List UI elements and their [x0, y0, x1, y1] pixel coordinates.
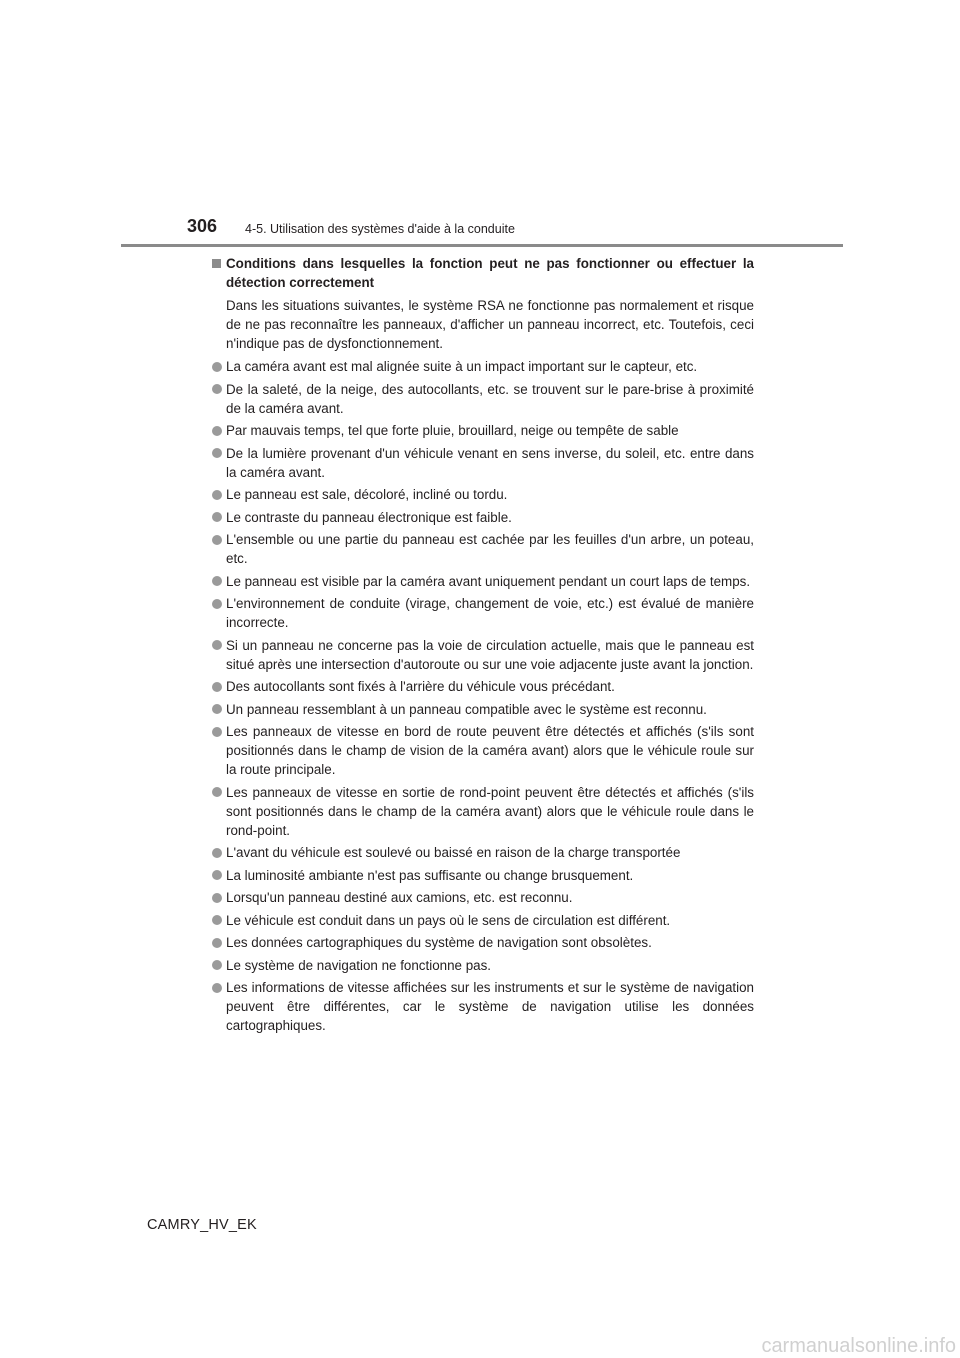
- circle-bullet-icon: [212, 448, 222, 458]
- list-item-text: L'ensemble ou une partie du panneau est cachée par les feuilles d'un arbre, un poteau, etc.: [226, 532, 754, 566]
- list-item-text: Les informations de vitesse affichées sur les instruments et sur le système de navigation peuvent être différentes, car le système de navigation utilise les données cartographiques.: [226, 980, 754, 1033]
- circle-bullet-icon: [212, 893, 222, 903]
- circle-bullet-icon: [212, 727, 222, 737]
- list-item-text: Un panneau ressemblant à un panneau compatible avec le système est reconnu.: [226, 701, 707, 717]
- list-item: [212, 956, 754, 975]
- watermark-logo: carmanualsonline.info: [761, 1335, 956, 1357]
- list-item-text: Le système de navigation ne fonctionne pas.: [226, 957, 492, 973]
- circle-bullet-icon: [212, 384, 222, 394]
- circle-bullet-icon: [212, 848, 222, 858]
- intro-paragraph: Dans les situations suivantes, le système RSA ne fonctionne pas normalement et risque de ne pas reconnaître les panneaux, d'afficher un panneau incorrect, etc. Toutefois, ceci n'indique pas de dysfonctionnement.: [226, 298, 754, 351]
- circle-bullet-icon: [212, 915, 222, 925]
- section-title: 4-5. Utilisation des systèmes d'aide à la conduite: [245, 222, 515, 236]
- list-item: [212, 911, 754, 930]
- circle-bullet-icon: [212, 576, 222, 586]
- list-item: [212, 933, 754, 952]
- list-item: [212, 783, 754, 840]
- list-item-text: De la saleté, de la neige, des autocollants, etc. se trouvent sur le pare-brise à proximité de la caméra avant.: [226, 381, 754, 416]
- list-item-text: L'environnement de conduite (virage, changement de voie, etc.) est évalué de manière incorrecte.: [226, 596, 754, 630]
- list-item-text: Les panneaux de vitesse en bord de route peuvent être détectés et affichés (s'ils sont positionnés dans le champ de vision de la caméra avant) alors que le véhicule roule sur la route principale.: [226, 724, 754, 777]
- list-item: [212, 866, 754, 885]
- circle-bullet-icon: [212, 682, 222, 692]
- list-item-text: Lorsqu'un panneau destiné aux camions, etc. est reconnu.: [226, 890, 573, 905]
- circle-bullet-icon: [212, 960, 222, 970]
- circle-bullet-icon: [212, 704, 222, 714]
- circle-bullet-icon: [212, 426, 222, 436]
- list-item-text: Le contraste du panneau électronique est faible.: [226, 509, 512, 525]
- circle-bullet-icon: [212, 983, 222, 993]
- list-item-text: Par mauvais temps, tel que forte pluie, brouillard, neige ou tempête de sable: [226, 423, 679, 438]
- list-item-text: De la lumière provenant d'un véhicule venant en sens inverse, du soleil, etc. entre dans la caméra avant.: [226, 445, 754, 480]
- list-item: [212, 357, 754, 376]
- list-item: [212, 888, 754, 907]
- circle-bullet-icon: [212, 362, 222, 372]
- list-item: [212, 421, 754, 440]
- circle-bullet-icon: [212, 535, 222, 545]
- list-item: [212, 594, 754, 632]
- list-item: [212, 444, 754, 482]
- circle-bullet-icon: [212, 938, 222, 948]
- list-item-text: Le véhicule est conduit dans un pays où le sens de circulation est différent.: [226, 912, 671, 928]
- list-item: [212, 572, 754, 591]
- circle-bullet-icon: [212, 599, 222, 609]
- list-item: [212, 978, 754, 1035]
- list-item-text: La caméra avant est mal alignée suite à un impact important sur le capteur, etc.: [226, 359, 698, 374]
- list-item: [212, 485, 754, 504]
- model-code: CAMRY_HV_EK: [147, 1217, 257, 1233]
- circle-bullet-icon: [212, 870, 222, 880]
- list-item: [212, 380, 754, 418]
- square-bullet-icon: [212, 259, 221, 268]
- list-item-text: Des autocollants sont fixés à l'arrière du véhicule vous précédant.: [226, 679, 615, 694]
- list-item: [212, 508, 754, 527]
- main-content: [212, 254, 754, 1039]
- circle-bullet-icon: [212, 640, 222, 650]
- subheading-text: Conditions dans lesquelles la fonction peut ne pas fonctionner ou effectuer la détection correctement: [226, 256, 754, 290]
- list-item: [212, 700, 754, 719]
- list-item: [212, 677, 754, 696]
- circle-bullet-icon: [212, 787, 222, 797]
- list-item-text: L'avant du véhicule est soulevé ou baissé en raison de la charge transportée: [226, 845, 681, 860]
- list-item: [212, 722, 754, 779]
- bullet-list: [212, 357, 754, 1035]
- list-item: [212, 636, 754, 674]
- list-item-text: Le panneau est visible par la caméra avant uniquement pendant un court laps de temps.: [226, 573, 751, 589]
- circle-bullet-icon: [212, 512, 222, 522]
- list-item-text: La luminosité ambiante n'est pas suffisante ou change brusquement.: [226, 867, 634, 883]
- list-item: [212, 530, 754, 568]
- list-item: [212, 843, 754, 862]
- list-item-text: Le panneau est sale, décoloré, incliné ou tordu.: [226, 487, 508, 502]
- subheading: [212, 254, 754, 292]
- list-item-text: Les données cartographiques du système de navigation sont obsolètes.: [226, 935, 652, 950]
- list-item-text: Les panneaux de vitesse en sortie de rond-point peuvent être détectés et affichés (s'ils sont positionnés dans le champ de la caméra avant) alors que le véhicule roule dans le rond-point.: [226, 784, 754, 838]
- page-number: 306: [187, 216, 218, 236]
- header-divider: [121, 244, 843, 247]
- list-item-text: Si un panneau ne concerne pas la voie de circulation actuelle, mais que le panneau est situé après une intersection d'autoroute ou sur une voie adjacente juste avant la jonction.: [226, 637, 754, 672]
- circle-bullet-icon: [212, 490, 222, 500]
